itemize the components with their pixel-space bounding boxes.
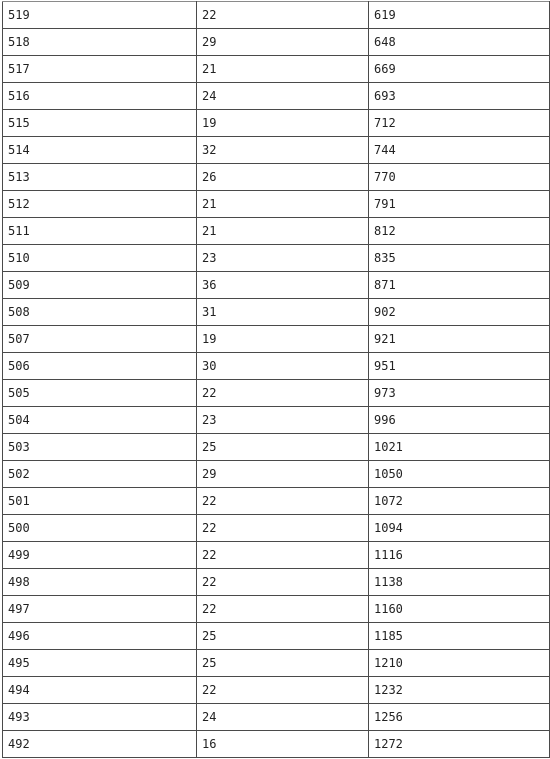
score-distribution-table xyxy=(2,1,550,758)
table-row xyxy=(3,272,550,299)
score-cell: 515 xyxy=(3,110,197,137)
table-row xyxy=(3,29,550,56)
count-cell: 16 xyxy=(197,731,369,758)
cumulative-cell: 648 xyxy=(369,29,550,56)
cumulative-cell: 1094 xyxy=(369,515,550,542)
cumulative-cell: 1072 xyxy=(369,488,550,515)
score-cell: 502 xyxy=(3,461,197,488)
cumulative-cell: 1138 xyxy=(369,569,550,596)
score-cell: 513 xyxy=(3,164,197,191)
cumulative-cell: 1021 xyxy=(369,434,550,461)
count-cell: 25 xyxy=(197,650,369,677)
count-cell: 24 xyxy=(197,704,369,731)
count-cell: 21 xyxy=(197,56,369,83)
count-cell: 22 xyxy=(197,677,369,704)
cumulative-cell: 712 xyxy=(369,110,550,137)
table-row xyxy=(3,461,550,488)
table-row xyxy=(3,83,550,110)
count-cell: 21 xyxy=(197,218,369,245)
cumulative-cell: 1256 xyxy=(369,704,550,731)
count-cell: 23 xyxy=(197,245,369,272)
cumulative-cell: 951 xyxy=(369,353,550,380)
count-cell: 22 xyxy=(197,515,369,542)
score-cell: 500 xyxy=(3,515,197,542)
cumulative-cell: 812 xyxy=(369,218,550,245)
cumulative-cell: 669 xyxy=(369,56,550,83)
table-row xyxy=(3,110,550,137)
score-cell: 516 xyxy=(3,83,197,110)
score-cell: 512 xyxy=(3,191,197,218)
count-cell: 22 xyxy=(197,569,369,596)
score-cell: 518 xyxy=(3,29,197,56)
table-row xyxy=(3,407,550,434)
score-cell: 492 xyxy=(3,731,197,758)
table-row xyxy=(3,542,550,569)
table-row xyxy=(3,569,550,596)
cumulative-cell: 693 xyxy=(369,83,550,110)
table-row xyxy=(3,434,550,461)
table-row xyxy=(3,704,550,731)
count-cell: 22 xyxy=(197,380,369,407)
table-row xyxy=(3,326,550,353)
count-cell: 32 xyxy=(197,137,369,164)
score-cell: 508 xyxy=(3,299,197,326)
table-body xyxy=(3,2,550,758)
table-row xyxy=(3,596,550,623)
cumulative-cell: 871 xyxy=(369,272,550,299)
table-row xyxy=(3,488,550,515)
count-cell: 36 xyxy=(197,272,369,299)
table-row xyxy=(3,164,550,191)
score-cell: 517 xyxy=(3,56,197,83)
count-cell: 19 xyxy=(197,110,369,137)
score-cell: 506 xyxy=(3,353,197,380)
cumulative-cell: 1116 xyxy=(369,542,550,569)
score-cell: 496 xyxy=(3,623,197,650)
score-cell: 514 xyxy=(3,137,197,164)
count-cell: 24 xyxy=(197,83,369,110)
score-cell: 499 xyxy=(3,542,197,569)
cumulative-cell: 1185 xyxy=(369,623,550,650)
count-cell: 21 xyxy=(197,191,369,218)
cumulative-cell: 996 xyxy=(369,407,550,434)
table-row xyxy=(3,299,550,326)
table-row xyxy=(3,353,550,380)
count-cell: 22 xyxy=(197,542,369,569)
table-row xyxy=(3,515,550,542)
score-cell: 505 xyxy=(3,380,197,407)
cumulative-cell: 1210 xyxy=(369,650,550,677)
score-cell: 519 xyxy=(3,2,197,29)
score-cell: 503 xyxy=(3,434,197,461)
table-row xyxy=(3,218,550,245)
count-cell: 31 xyxy=(197,299,369,326)
count-cell: 19 xyxy=(197,326,369,353)
table-row xyxy=(3,245,550,272)
cumulative-cell: 973 xyxy=(369,380,550,407)
table-row xyxy=(3,56,550,83)
score-cell: 507 xyxy=(3,326,197,353)
count-cell: 23 xyxy=(197,407,369,434)
score-cell: 494 xyxy=(3,677,197,704)
table-row xyxy=(3,731,550,758)
score-cell: 510 xyxy=(3,245,197,272)
table-row xyxy=(3,623,550,650)
cumulative-cell: 1160 xyxy=(369,596,550,623)
count-cell: 25 xyxy=(197,434,369,461)
cumulative-cell: 1232 xyxy=(369,677,550,704)
count-cell: 29 xyxy=(197,461,369,488)
table-row xyxy=(3,380,550,407)
cumulative-cell: 1050 xyxy=(369,461,550,488)
score-cell: 509 xyxy=(3,272,197,299)
count-cell: 30 xyxy=(197,353,369,380)
score-cell: 493 xyxy=(3,704,197,731)
cumulative-cell: 835 xyxy=(369,245,550,272)
score-cell: 498 xyxy=(3,569,197,596)
score-cell: 511 xyxy=(3,218,197,245)
count-cell: 29 xyxy=(197,29,369,56)
count-cell: 26 xyxy=(197,164,369,191)
table-row xyxy=(3,2,550,29)
cumulative-cell: 902 xyxy=(369,299,550,326)
cumulative-cell: 921 xyxy=(369,326,550,353)
count-cell: 22 xyxy=(197,2,369,29)
table-row xyxy=(3,650,550,677)
cumulative-cell: 791 xyxy=(369,191,550,218)
score-cell: 497 xyxy=(3,596,197,623)
table-row xyxy=(3,677,550,704)
count-cell: 25 xyxy=(197,623,369,650)
score-cell: 501 xyxy=(3,488,197,515)
count-cell: 22 xyxy=(197,596,369,623)
table-row xyxy=(3,191,550,218)
count-cell: 22 xyxy=(197,488,369,515)
cumulative-cell: 1272 xyxy=(369,731,550,758)
cumulative-cell: 619 xyxy=(369,2,550,29)
score-cell: 495 xyxy=(3,650,197,677)
cumulative-cell: 744 xyxy=(369,137,550,164)
table-row xyxy=(3,137,550,164)
score-cell: 504 xyxy=(3,407,197,434)
cumulative-cell: 770 xyxy=(369,164,550,191)
